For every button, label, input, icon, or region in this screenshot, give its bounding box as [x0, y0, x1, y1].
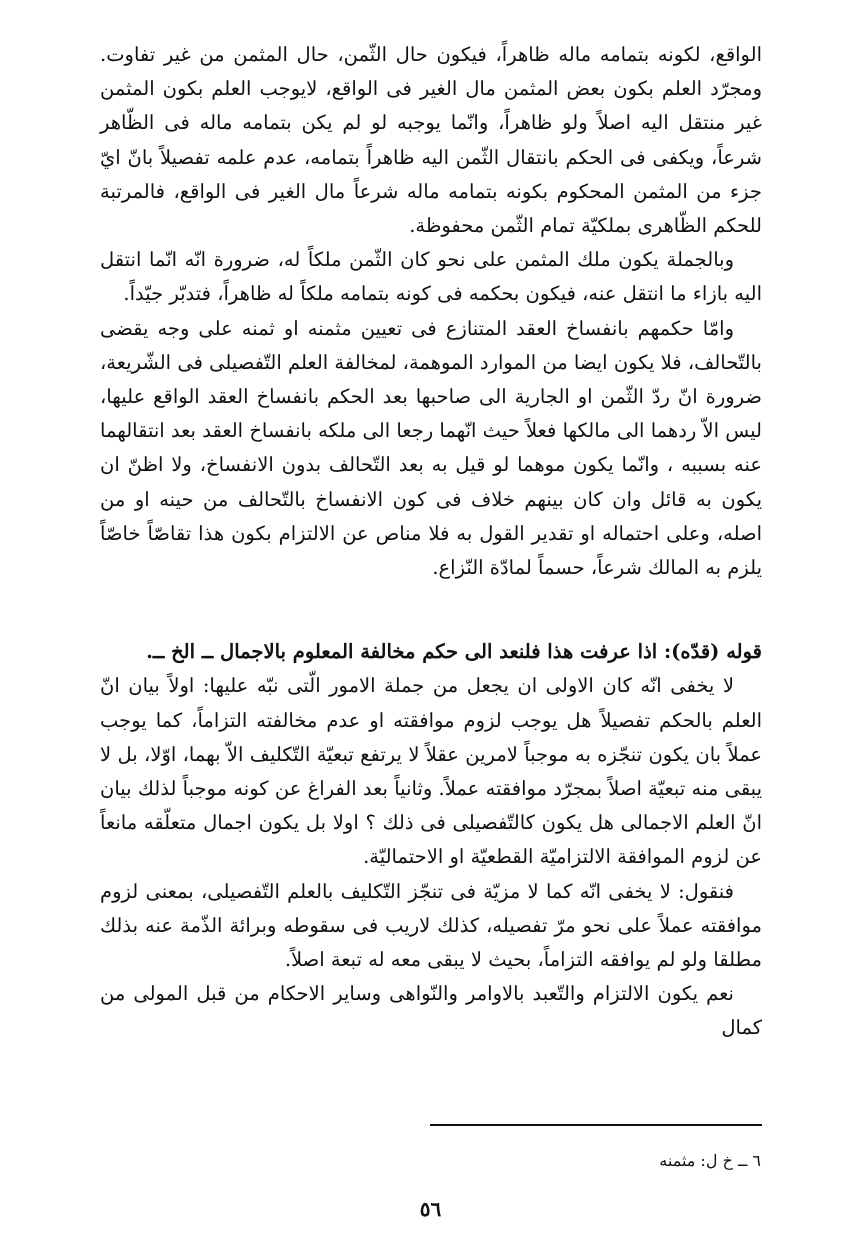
paragraph-3: وامّا حكمهم بانفساخ العقد المتنازع فى تعيين مثمنه او ثمنه على وجه يقضى بالتّحالف، فلا يكون ايضا من الموارد الموهمة، لمخالفة العلم التّفصيلى فى الشّريعة، ضرورة انّ ردّ الثّمن او الجارية الى صاحبها بعد الحكم بانفساخ العقد الواقع عليها، ليس الاّ ردهما الى مالكها فعلاً حيث انّهما رجعا الى ملكه بانفساخ العقد بعد انتقالهما عنه بسببه ، وانّما يكون موهما لو قيل به بعد التّحالف بدون الانفساخ، ولا اظنّ ان يكون به قائل وان كان بينهم خلاف فى كون الانفساخ بالتّحالف من حينه او من اصله، وعلى احتماله او تقدير القول به فلا مناص عن الالتزام بكون هذا تقاصّاً خاصّاً يلزم به المالك شرعاً، حسماً لمادّة النّزاع. [100, 316, 762, 580]
page-body [100, 38, 762, 1046]
page-number: ٥٦ [419, 1197, 442, 1221]
section-heading: قوله (قدّه): اذا عرفت هذا فلنعد الى حكم مخالفة المعلوم بالاجمال ــ الخ ــ. [146, 640, 762, 664]
paragraph-6: نعم يكون الالتزام والتّعبد بالاوامر والنّواهى وساير الاحكام من قبل المولى من كمال [100, 982, 762, 1040]
footnote: ٦ ــ خ ل: مثمنه [659, 1151, 761, 1170]
paragraph-5: فنقول: لا يخفى انّه كما لا مزيّة فى تنجّز التّكليف بالعلم التّفصيلى، بمعنى لزوم موافقته عملاً على نحو مرّ تفصيله، كذلك لاريب فى سقوطه وبرائة الذّمة عنه بذلك مطلقا ولو لم يوافقه التزاماً، بحيث لا يبقى معه له تبعة اصلاً. [100, 879, 762, 972]
paragraph-2: وبالجملة يكون ملك المثمن على نحو كان الثّمن ملكاً له، ضرورة انّه انّما انتقل اليه بازاء ما انتقل عنه، فيكون بحكمه فى كونه بتمامه ملكاً له ظاهراً، فتدبّر جيّداً. [100, 248, 762, 306]
section-gap [100, 585, 762, 635]
footnote-rule [430, 1124, 762, 1126]
paragraph-4: لا يخفى انّه كان الاولى ان يجعل من جملة الامور الّتى نبّه عليها: اولاً بيان انّ العلم بالحكم تفصيلاً هل يوجب لزوم موافقته او عدم مخالفته التزاماً، كما يوجب عملاً بان يكون تنجّزه به موجباً لامرين عقلاً لا يرتفع تبعيّة التّكليف الاّ بهما، اوّلا، بل لا يبقى منه تبعيّة اصلاً بمجرّد موافقته عملاً. وثانياً بعد الفراغ عن كونه موجباً لذلك بيان انّ العلم الاجمالى هل يكون كالتّفصيلى فى ذلك ؟ اولا بل يكون اجمال متعلّقه مانعاً عن لزوم الموافقة الالتزاميّة القطعيّة او الاحتماليّة. [100, 674, 762, 869]
paragraph-1: الواقع، لكونه بتمامه ماله ظاهراً، فيكون حال الثّمن، حال المثمن من غير تفاوت. ومجرّد العلم بكون بعض المثمن مال الغير فى الواقع، لايوجب العلم بكون المثمن غير منتقل اليه اصلاً ولو ظاهراً، وانّما يوجبه لو لم يكن بتمامه ماله فى الظّاهر شرعاً، ويكفى فى الحكم بانتقال الثّمن اليه ظاهراً بتمامه، عدم علمه تفصيلاً بانّ ايّ جزء من المثمن المحكوم بكونه بتمامه ماله شرعاً مال الغير فى الواقع، فالمرتبة للحكم الظّاهرى بملكيّة تمام الثّمن محفوظة. [100, 43, 762, 238]
